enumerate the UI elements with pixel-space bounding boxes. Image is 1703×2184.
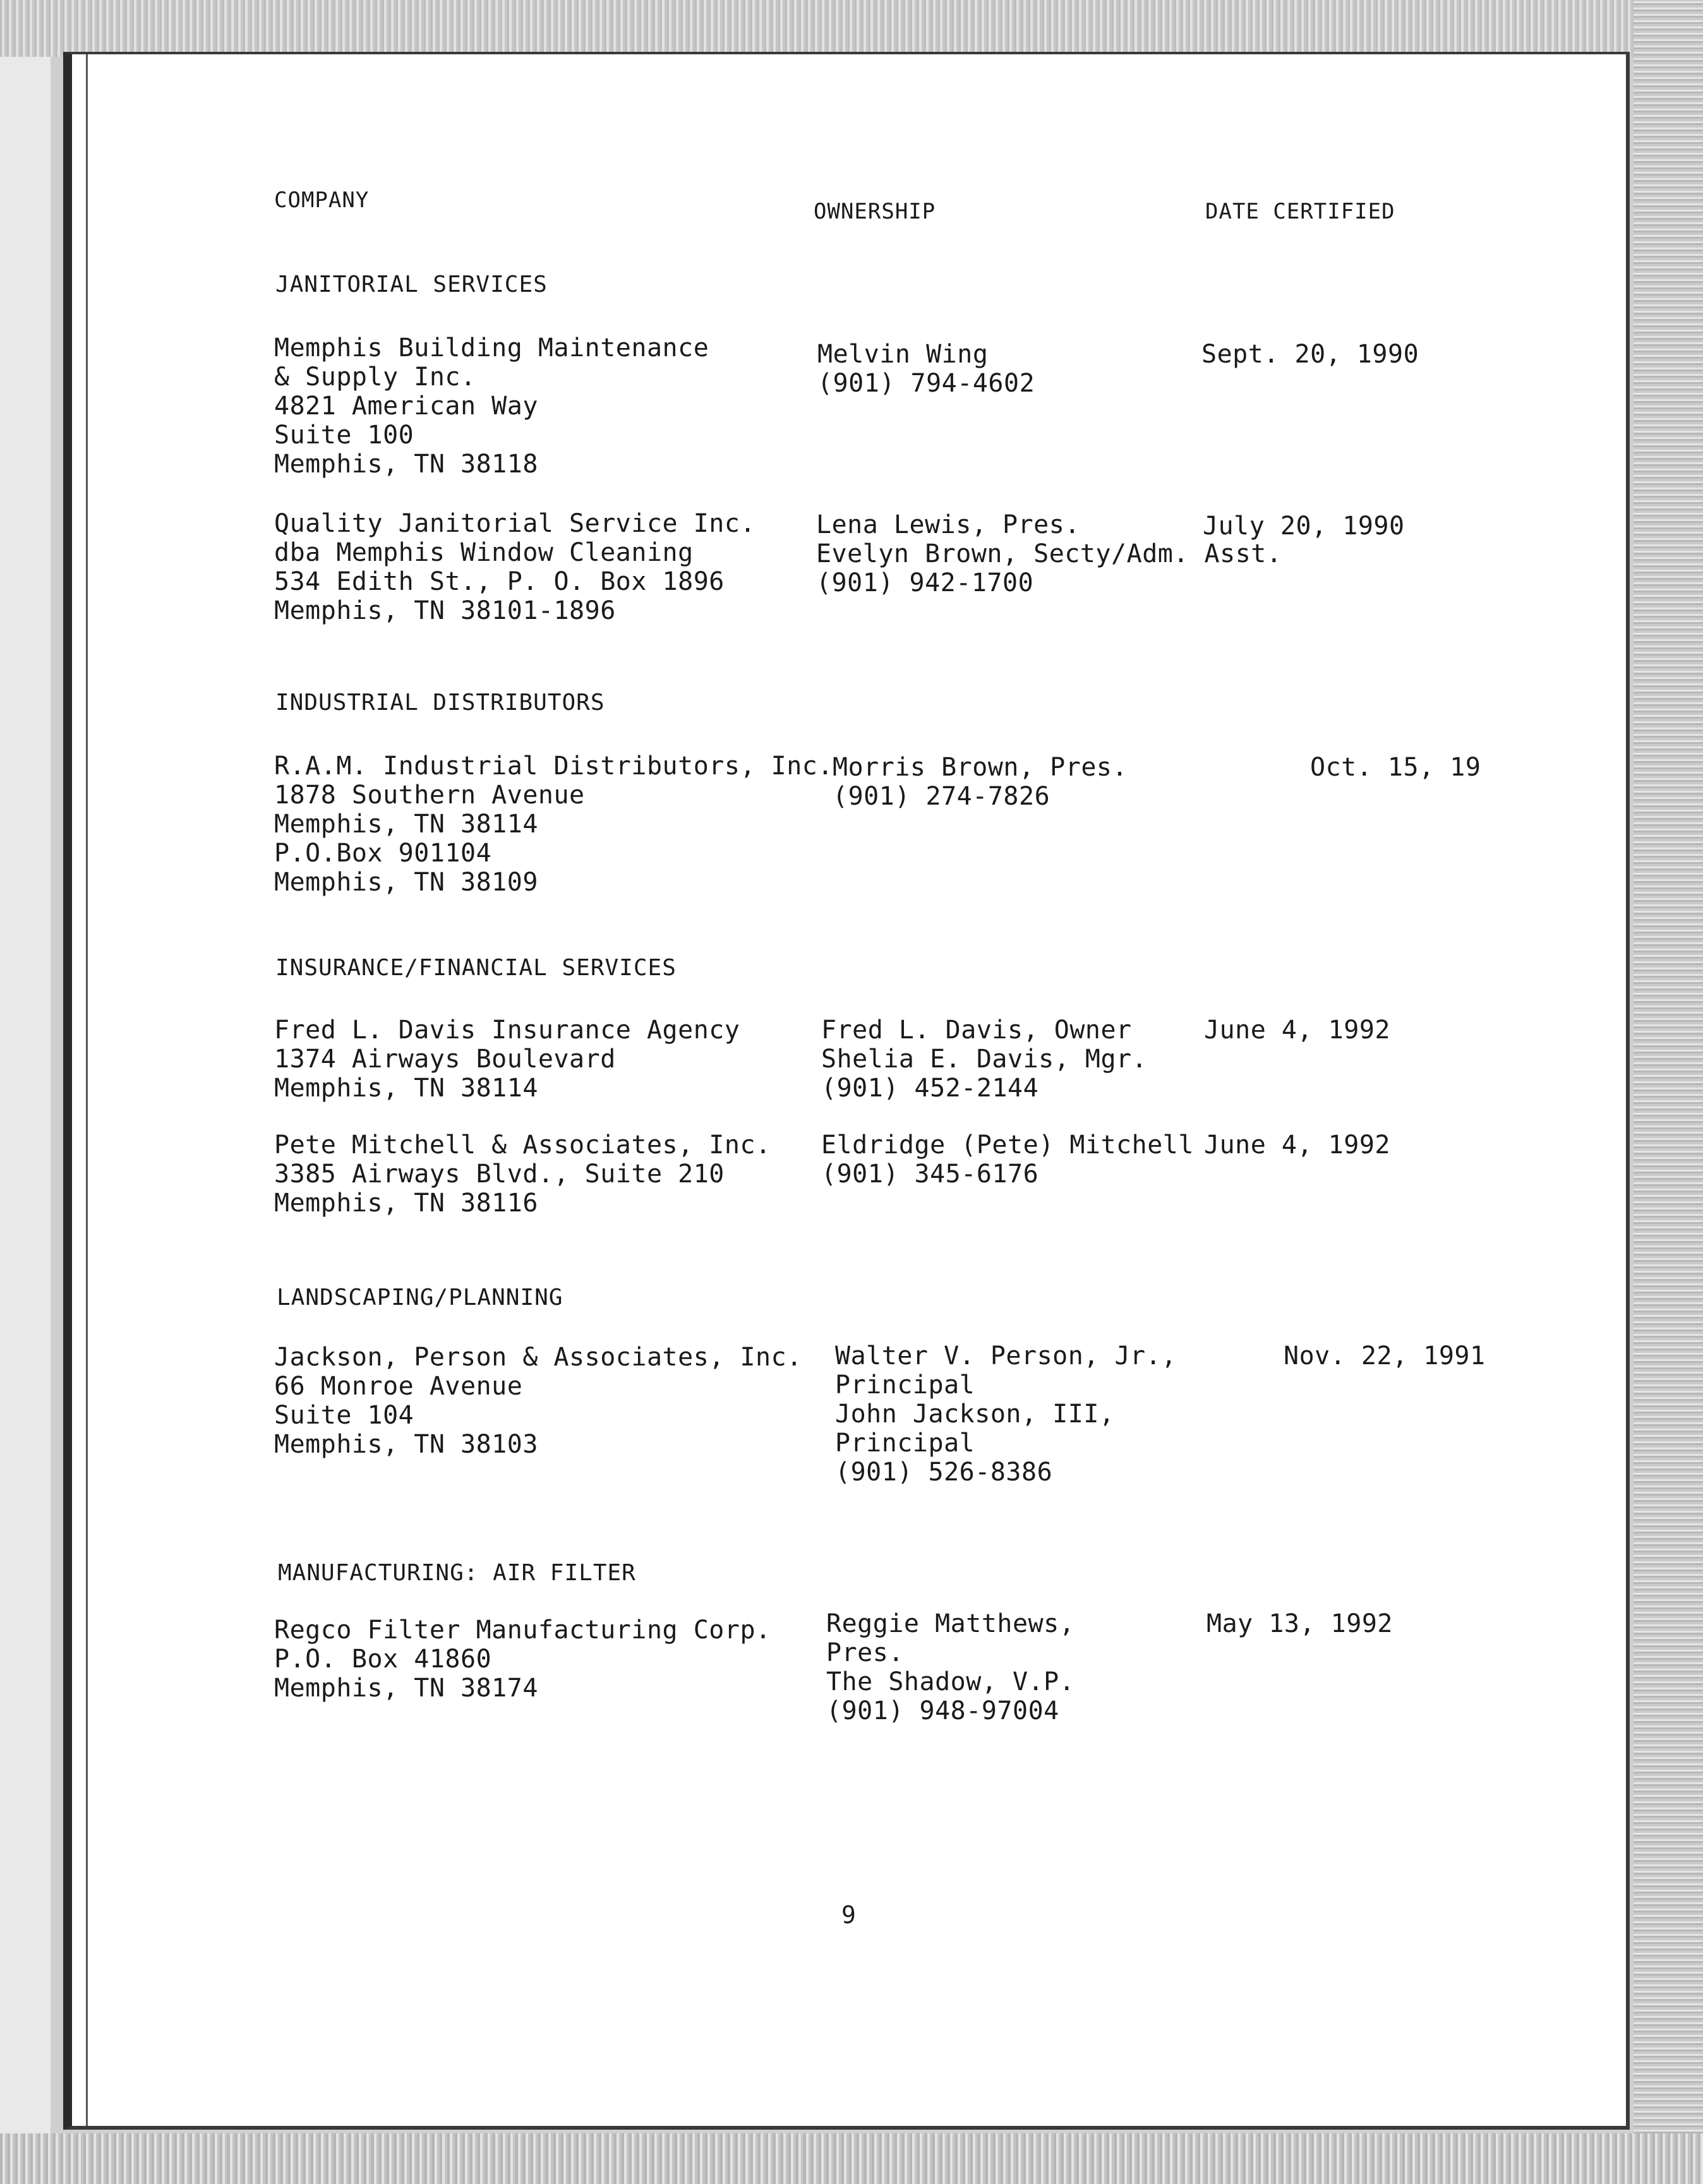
ownership-line: Evelyn Brown, Secty/Adm. Asst. xyxy=(816,539,1282,568)
company-line: R.A.M. Industrial Distributors, Inc. xyxy=(274,752,833,781)
company-line: Memphis, TN 38109 xyxy=(274,868,538,897)
entry-company xyxy=(274,752,833,897)
company-line: & Supply Inc. xyxy=(274,363,476,392)
company-line: Memphis, TN 38118 xyxy=(274,450,538,479)
company-line: Memphis Building Maintenance xyxy=(274,333,709,363)
header-ownership: OWNERSHIP xyxy=(814,199,936,224)
entry-ownership xyxy=(833,753,1128,811)
ownership-line: Fred L. Davis, Owner xyxy=(821,1016,1132,1045)
entry-company xyxy=(274,1616,771,1703)
header-company: COMPANY xyxy=(274,188,370,213)
section-title-industrial: INDUSTRIAL DISTRIBUTORS xyxy=(275,690,605,716)
document-page xyxy=(63,52,1630,2130)
entry-date: May 13, 1992 xyxy=(1207,1609,1393,1638)
entry-company xyxy=(274,1016,740,1103)
entry-ownership xyxy=(835,1341,1177,1487)
ownership-line: (901) 948-97004 xyxy=(826,1696,1059,1725)
entry-date: June 4, 1992 xyxy=(1204,1131,1390,1160)
ownership-line: Walter V. Person, Jr., xyxy=(835,1341,1177,1371)
ownership-line: Reggie Matthews, xyxy=(826,1609,1075,1638)
ownership-line: (901) 345-6176 xyxy=(821,1160,1039,1189)
ownership-line: (901) 526-8386 xyxy=(835,1458,1053,1487)
company-line: 3385 Airways Blvd., Suite 210 xyxy=(274,1160,725,1189)
ownership-line: (901) 942-1700 xyxy=(816,568,1034,597)
company-line: Regco Filter Manufacturing Corp. xyxy=(274,1616,771,1645)
header-date-certified: DATE CERTIFIED xyxy=(1205,199,1395,224)
entry-date: June 4, 1992 xyxy=(1204,1016,1390,1045)
ownership-line: The Shadow, V.P. xyxy=(826,1667,1075,1696)
ownership-line: John Jackson, III, xyxy=(835,1400,1115,1429)
ownership-line: Lena Lewis, Pres. xyxy=(816,510,1080,539)
company-line: Suite 100 xyxy=(274,421,414,450)
ownership-line: (901) 274-7826 xyxy=(833,782,1050,811)
entry-company xyxy=(274,509,755,625)
ownership-line: Shelia E. Davis, Mgr. xyxy=(821,1045,1148,1074)
company-line: 1374 Airways Boulevard xyxy=(274,1045,616,1074)
binding-rule xyxy=(86,54,88,2126)
entry-date: Sept. 20, 1990 xyxy=(1201,340,1419,369)
company-line: Memphis, TN 38114 xyxy=(274,1074,538,1103)
page-number: 9 xyxy=(841,1901,856,1929)
company-line: Suite 104 xyxy=(274,1401,414,1430)
ownership-line: Pres. xyxy=(826,1638,904,1667)
section-title-insurance: INSURANCE/FINANCIAL SERVICES xyxy=(275,955,677,981)
company-line: 4821 American Way xyxy=(274,392,538,421)
company-line: Quality Janitorial Service Inc. xyxy=(274,509,756,538)
entry-ownership xyxy=(821,1131,1194,1189)
company-line: P.O.Box 901104 xyxy=(274,839,492,868)
company-line: 66 Monroe Avenue xyxy=(274,1372,523,1401)
section-title-landscaping: LANDSCAPING/PLANNING xyxy=(277,1285,563,1311)
company-line: Memphis, TN 38174 xyxy=(274,1674,538,1703)
company-line: Memphis, TN 38103 xyxy=(274,1430,538,1459)
section-title-manufacturing: MANUFACTURING: AIR FILTER xyxy=(278,1560,636,1586)
ownership-line: Morris Brown, Pres. xyxy=(833,753,1128,782)
entry-date: Oct. 15, 19 xyxy=(1310,753,1481,782)
ownership-line: (901) 794-4602 xyxy=(817,369,1035,398)
entry-company xyxy=(274,1343,802,1459)
company-line: P.O. Box 41860 xyxy=(274,1645,492,1674)
entry-company xyxy=(274,333,709,479)
entry-ownership xyxy=(821,1016,1147,1103)
entry-ownership xyxy=(826,1609,1074,1725)
section-title-janitorial: JANITORIAL SERVICES xyxy=(275,272,548,297)
entry-company xyxy=(274,1131,771,1218)
company-line: Pete Mitchell & Associates, Inc. xyxy=(274,1131,771,1160)
entry-date: Nov. 22, 1991 xyxy=(1284,1341,1486,1371)
company-line: Memphis, TN 38116 xyxy=(274,1189,538,1218)
company-line: 534 Edith St., P. O. Box 1896 xyxy=(274,567,725,596)
ownership-line: (901) 452-2144 xyxy=(821,1074,1039,1103)
entry-ownership xyxy=(817,340,1035,398)
company-line: 1878 Southern Avenue xyxy=(274,781,585,810)
company-line: Memphis, TN 38101-1896 xyxy=(274,596,616,625)
scan-margin-left xyxy=(0,0,51,2184)
company-line: Jackson, Person & Associates, Inc. xyxy=(274,1343,802,1372)
company-line: dba Memphis Window Cleaning xyxy=(274,538,694,567)
ownership-line: Principal xyxy=(835,1429,975,1458)
ownership-line: Principal xyxy=(835,1371,975,1400)
scan-margin-top xyxy=(0,0,1703,57)
company-line: Fred L. Davis Insurance Agency xyxy=(274,1016,740,1045)
ownership-line: Eldridge (Pete) Mitchell xyxy=(821,1131,1194,1160)
scan-margin-right xyxy=(1634,0,1703,2184)
company-line: Memphis, TN 38114 xyxy=(274,810,538,839)
entry-date: July 20, 1990 xyxy=(1203,512,1405,541)
scan-margin-bottom xyxy=(0,2133,1703,2184)
ownership-line: Melvin Wing xyxy=(817,340,989,369)
